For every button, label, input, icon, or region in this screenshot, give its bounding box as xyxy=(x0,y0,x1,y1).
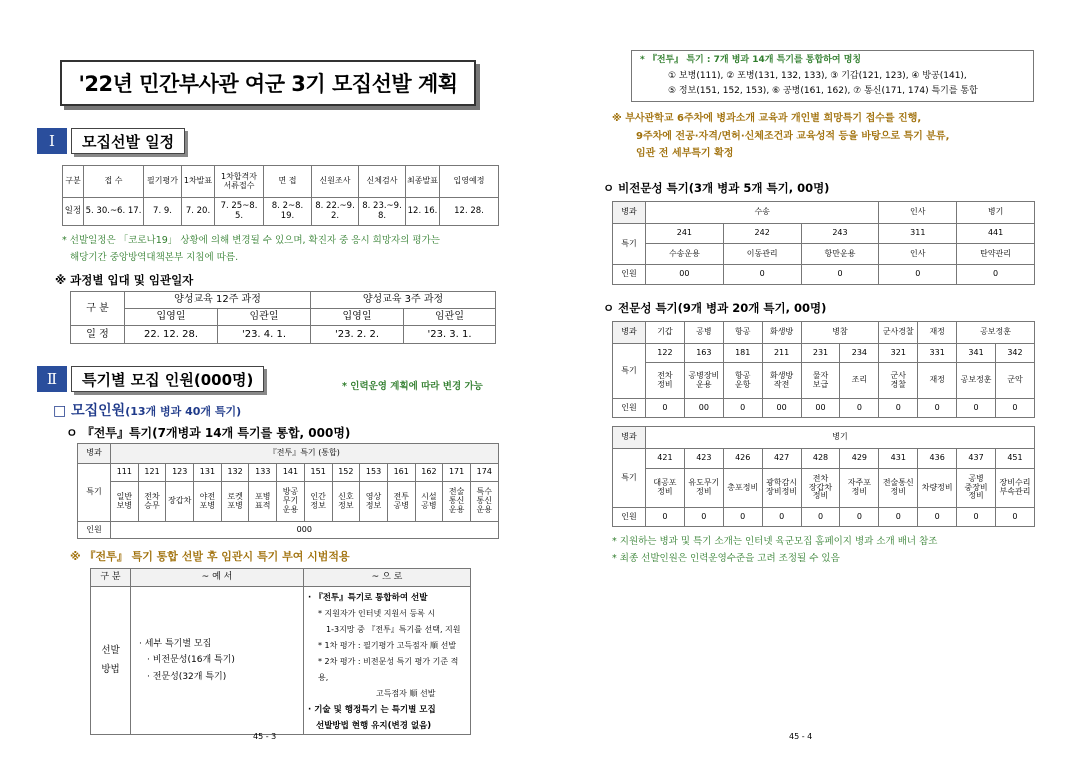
pilot-table xyxy=(90,568,471,735)
jeontu-name: 영상 정보 xyxy=(360,482,388,522)
pro1-branch: 군사경찰 xyxy=(879,322,918,344)
pro1-name: 조리 xyxy=(840,363,879,399)
course-title: ※ 과정별 입대 및 임관일자 xyxy=(55,273,194,287)
pro1-branch: 기갑 xyxy=(646,322,685,344)
schedule-cell: 12. 28. xyxy=(440,198,499,226)
pro1-code: 163 xyxy=(684,344,723,363)
section-number: Ⅱ xyxy=(37,366,67,392)
jeontu-title: ㅇ 『전투』특기(7개병과 14개 특기를 통합, 000명) xyxy=(66,426,351,440)
pro1-people: 0 xyxy=(957,399,996,418)
section-1-heading xyxy=(37,128,185,154)
schedule-header: 구분 xyxy=(63,166,84,198)
jeontu-code: 161 xyxy=(387,464,415,482)
course-h3: 양성교육 3주 과정 xyxy=(311,292,496,309)
course-cell: '23. 4. 1. xyxy=(218,326,311,344)
pro1-people: 0 xyxy=(918,399,957,418)
pro1-code: 321 xyxy=(879,344,918,363)
pro2-name: 자주포 정비 xyxy=(840,469,879,508)
jeontu-code: 141 xyxy=(277,464,305,482)
pro2-code: 451 xyxy=(996,449,1035,469)
pro2-people: 0 xyxy=(918,508,957,527)
nonpro-branch: 인사 xyxy=(879,202,957,224)
schedule-table xyxy=(62,165,499,226)
pro1-branch: 재정 xyxy=(918,322,957,344)
pilot-after: · 『전투』특기로 통합하여 선발 * 지원자가 인터넷 지원서 등록 시 1-3지망 중 『전투』특기를 선택, 지원 * 1차 평가 : 필기평가 고득점자 順 선발 * 2차 평가 : 비전문성 특기 평가 기준 적용, 고득점자 順 선발 · 기술 및 행정특기 는 특기별 모집 선발방법 현행 유지(변경 없음) xyxy=(304,587,471,735)
pro1-name: 항공 운항 xyxy=(723,363,762,399)
pro2-people: 0 xyxy=(879,508,918,527)
jeontu-people-label: 인원 xyxy=(78,522,111,539)
pro-table-2 xyxy=(612,426,1035,527)
jeontu-branch-header: 병과 xyxy=(78,444,111,464)
pro1-people: 0 xyxy=(723,399,762,418)
pro1-people-label: 인원 xyxy=(613,399,646,418)
course-sub: 입영일 xyxy=(311,309,404,326)
pro1-name: 군악 xyxy=(996,363,1035,399)
nonpro-code: 311 xyxy=(879,224,957,244)
pro1-people: 0 xyxy=(840,399,879,418)
pro2-name: 광학감시 장비정비 xyxy=(762,469,801,508)
nonpro-branch: 수송 xyxy=(646,202,879,224)
schedule-header: 1차합격자 서류접수 xyxy=(215,166,264,198)
jeontu-people: 000 xyxy=(111,522,499,539)
nonpro-name: 탄약관리 xyxy=(957,244,1035,265)
pro-title: ㅇ 전문성 특기(9개 병과 20개 특기, 00명) xyxy=(603,301,827,315)
pro2-spec-label: 특기 xyxy=(613,449,646,508)
info-line: * 『전투』 특기 : 7개 병과 14개 특기를 통합하여 명칭 xyxy=(640,55,862,65)
section-2-heading xyxy=(37,366,264,392)
pilot-h: ~ 으 로 xyxy=(304,569,471,587)
week-note: ※ 부사관학교 6주차에 병과소개 교육과 개인별 희망특기 접수를 진행, 9주차에 전공·자격/면허·신체조건과 교육성적 등을 바탕으로 특기 분류, 임관 전 세부특기 확정 xyxy=(612,113,950,159)
pro2-code: 436 xyxy=(918,449,957,469)
schedule-header: 신체검사 xyxy=(359,166,406,198)
pro2-code: 428 xyxy=(801,449,840,469)
nonpro-table xyxy=(612,201,1035,285)
nonpro-people: 0 xyxy=(879,265,957,285)
nonpro-branch-header: 병과 xyxy=(613,202,646,224)
pro1-code: 181 xyxy=(723,344,762,363)
pro2-code: 431 xyxy=(879,449,918,469)
course-h1: 구 분 xyxy=(71,292,125,326)
pro2-name: 차량정비 xyxy=(918,469,957,508)
nonpro-code: 243 xyxy=(801,224,879,244)
right-note: * 지원하는 병과 및 특기 소개는 인터넷 육군모집 홈페이지 병과 소개 배너 참조 xyxy=(612,536,938,547)
jeontu-name: 야전 포병 xyxy=(194,482,222,522)
pro1-people: 00 xyxy=(762,399,801,418)
schedule-header: 필기평가 xyxy=(144,166,182,198)
pro1-spec-label: 특기 xyxy=(613,344,646,399)
pilot-h: 구 분 xyxy=(91,569,131,587)
nonpro-name: 이동관리 xyxy=(723,244,801,265)
pro1-branch: 항공 xyxy=(723,322,762,344)
nonpro-code: 441 xyxy=(957,224,1035,244)
pro1-code: 231 xyxy=(801,344,840,363)
pro2-name: 전술통신 정비 xyxy=(879,469,918,508)
pro1-name: 전차 정비 xyxy=(646,363,685,399)
pro2-people: 0 xyxy=(762,508,801,527)
pro1-people: 00 xyxy=(684,399,723,418)
pro2-branch: 병기 xyxy=(646,427,1035,449)
pro2-code: 426 xyxy=(723,449,762,469)
pro2-code: 429 xyxy=(840,449,879,469)
info-box xyxy=(631,50,1034,102)
pro2-name: 장비수리 부속관리 xyxy=(996,469,1035,508)
jeontu-name: 특수 통신 운용 xyxy=(470,482,498,522)
jeontu-code: 153 xyxy=(360,464,388,482)
pro1-branch: 화생방 xyxy=(762,322,801,344)
jeontu-spec-label: 특기 xyxy=(78,464,111,522)
jeontu-name: 장갑차 xyxy=(166,482,194,522)
pro1-code: 234 xyxy=(840,344,879,363)
pilot-title: ※ 『전투』 특기 통합 선발 후 임관시 특기 부여 시범적용 xyxy=(70,550,350,563)
schedule-header: 1차발표 xyxy=(182,166,215,198)
schedule-header: 입영예정 xyxy=(440,166,499,198)
jeontu-code: 174 xyxy=(470,464,498,482)
course-cell: '23. 3. 1. xyxy=(404,326,496,344)
page-number-left: 45 - 3 xyxy=(253,732,277,741)
info-line: ⑤ 정보(151, 152, 153), ⑥ 공병(161, 162), ⑦ 통신(171, 174) 특기를 통합 xyxy=(668,86,978,96)
course-table xyxy=(70,291,496,344)
nonpro-name: 수송운용 xyxy=(646,244,724,265)
info-line: ① 보병(111), ② 포병(131, 132, 133), ③ 기갑(121, 123), ④ 방공(141), xyxy=(668,70,967,81)
pro1-name: 재정 xyxy=(918,363,957,399)
course-sub: 임관일 xyxy=(218,309,311,326)
jeontu-name: 로켓 포병 xyxy=(221,482,249,522)
jeontu-code: 132 xyxy=(221,464,249,482)
pro2-name: 총포정비 xyxy=(723,469,762,508)
pro2-people: 0 xyxy=(996,508,1035,527)
pro1-people: 00 xyxy=(801,399,840,418)
jeontu-code: 151 xyxy=(304,464,332,482)
pro2-people: 0 xyxy=(723,508,762,527)
course-row-label: 일 정 xyxy=(71,326,125,344)
schedule-cell: 일정 xyxy=(63,198,84,226)
pro2-code: 421 xyxy=(646,449,685,469)
pro1-name: 공보정훈 xyxy=(957,363,996,399)
jeontu-code: 133 xyxy=(249,464,277,482)
schedule-header: 신원조사 xyxy=(312,166,359,198)
nonpro-people-label: 인원 xyxy=(613,265,646,285)
pro2-people: 0 xyxy=(840,508,879,527)
pro1-code: 331 xyxy=(918,344,957,363)
jeontu-name: 방공 무기 운용 xyxy=(277,482,305,522)
page-number-right: 45 - 4 xyxy=(789,732,813,741)
section-label: 모집선발 일정 xyxy=(71,128,185,154)
schedule-cell: 12. 16. xyxy=(406,198,440,226)
nonpro-branch: 병기 xyxy=(957,202,1035,224)
section-2-note: * 인력운영 계획에 따라 변경 가능 xyxy=(342,381,483,392)
jeontu-code: 152 xyxy=(332,464,360,482)
course-sub: 입영일 xyxy=(125,309,218,326)
pro2-code: 423 xyxy=(684,449,723,469)
section-label: 특기별 모집 인원(000명) xyxy=(71,366,264,392)
pro1-code: 122 xyxy=(646,344,685,363)
pro1-name: 화생방 작전 xyxy=(762,363,801,399)
nonpro-name: 인사 xyxy=(879,244,957,265)
pro1-name: 공병장비 운용 xyxy=(684,363,723,399)
pro1-name: 군사 경찰 xyxy=(879,363,918,399)
right-note: * 최종 선발인원은 인력운영수준을 고려 조정될 수 있음 xyxy=(612,553,840,564)
jeontu-code: 123 xyxy=(166,464,194,482)
nonpro-people: 0 xyxy=(957,265,1035,285)
jeontu-name: 전차 승무 xyxy=(138,482,166,522)
course-sub: 임관일 xyxy=(404,309,496,326)
pro2-name: 대공포 정비 xyxy=(646,469,685,508)
pro2-people-label: 인원 xyxy=(613,508,646,527)
pro2-people: 0 xyxy=(957,508,996,527)
schedule-cell: 5. 30.~6. 17. xyxy=(84,198,144,226)
pro1-people: 0 xyxy=(996,399,1035,418)
jeontu-name: 신호 정보 xyxy=(332,482,360,522)
schedule-cell: 8. 22.~9. 2. xyxy=(312,198,359,226)
jeontu-code: 111 xyxy=(111,464,139,482)
jeontu-name: 시설 공병 xyxy=(415,482,443,522)
schedule-cell: 8. 23.~9. 8. xyxy=(359,198,406,226)
jeontu-name: 일반 보병 xyxy=(111,482,139,522)
pro-table-1 xyxy=(612,321,1035,418)
jeontu-code: 121 xyxy=(138,464,166,482)
pro2-code: 427 xyxy=(762,449,801,469)
pilot-h: ~ 예 서 xyxy=(131,569,304,587)
pro1-people: 0 xyxy=(646,399,685,418)
jeontu-code: 131 xyxy=(194,464,222,482)
pro1-name: 물자 보급 xyxy=(801,363,840,399)
pilot-before-line: · 전문성(32개 특기) xyxy=(147,671,227,682)
pro2-people: 0 xyxy=(646,508,685,527)
pro2-code: 437 xyxy=(957,449,996,469)
pro1-code: 211 xyxy=(762,344,801,363)
jeontu-group-header: 『전투』특기 (통합) xyxy=(111,444,499,464)
pro2-name: 유도무기 정비 xyxy=(684,469,723,508)
nonpro-title: ㅇ 비전문성 특기(3개 병과 5개 특기, 00명) xyxy=(603,181,830,195)
schedule-note: * 선발일정은 「코로나19」 상황에 의해 변경될 수 있으며, 확진자 중 응시 희망자의 평가는 xyxy=(62,235,440,246)
nonpro-code: 242 xyxy=(723,224,801,244)
pro2-people: 0 xyxy=(801,508,840,527)
jeontu-table xyxy=(77,443,499,539)
nonpro-people: 0 xyxy=(723,265,801,285)
course-cell: 22. 12. 28. xyxy=(125,326,218,344)
nonpro-people: 00 xyxy=(646,265,724,285)
pro2-people: 0 xyxy=(684,508,723,527)
section-number: Ⅰ xyxy=(37,128,67,154)
page-title: '22년 민간부사관 여군 3기 모집선발 계획 xyxy=(60,60,476,106)
pilot-before xyxy=(131,587,304,735)
schedule-cell: 7. 25~8. 5. xyxy=(215,198,264,226)
schedule-cell: 7. 9. xyxy=(144,198,182,226)
nonpro-code: 241 xyxy=(646,224,724,244)
course-h2: 양성교육 12주 과정 xyxy=(125,292,311,309)
pro2-branch-header: 병과 xyxy=(613,427,646,449)
pilot-label: 선발 방법 xyxy=(91,587,131,735)
schedule-cell: 8. 2~8. 19. xyxy=(264,198,312,226)
pro1-branch: 공보정훈 xyxy=(957,322,1035,344)
pro1-people: 0 xyxy=(879,399,918,418)
jeontu-name: 포병 표적 xyxy=(249,482,277,522)
pro1-branch: 병참 xyxy=(801,322,879,344)
pro1-code: 342 xyxy=(996,344,1035,363)
schedule-header: 면 접 xyxy=(264,166,312,198)
nonpro-spec-label: 특기 xyxy=(613,224,646,265)
schedule-cell: 7. 20. xyxy=(182,198,215,226)
course-cell: '23. 2. 2. xyxy=(311,326,404,344)
jeontu-name: 인간 정보 xyxy=(304,482,332,522)
pro2-name: 전차 장갑차 정비 xyxy=(801,469,840,508)
jeontu-code: 162 xyxy=(415,464,443,482)
recruit-heading: □ 모집인원(13개 병과 40개 특기) xyxy=(53,403,242,419)
pro1-branch: 공병 xyxy=(684,322,723,344)
nonpro-people: 0 xyxy=(801,265,879,285)
pro1-branch-header: 병과 xyxy=(613,322,646,344)
pilot-before-line: · 세부 특기별 모집 xyxy=(139,638,212,649)
schedule-note-2: 해당기간 중앙방역대책본부 지침에 따름. xyxy=(70,252,239,263)
jeontu-name: 전술 통신 운용 xyxy=(443,482,471,522)
jeontu-code: 171 xyxy=(443,464,471,482)
nonpro-name: 항만운용 xyxy=(801,244,879,265)
pilot-before-line: · 비전문성(16개 특기) xyxy=(147,655,235,666)
schedule-header: 최종발표 xyxy=(406,166,440,198)
pro2-name: 공병 중장비 정비 xyxy=(957,469,996,508)
pro1-code: 341 xyxy=(957,344,996,363)
jeontu-name: 전투 공병 xyxy=(387,482,415,522)
schedule-header: 접 수 xyxy=(84,166,144,198)
